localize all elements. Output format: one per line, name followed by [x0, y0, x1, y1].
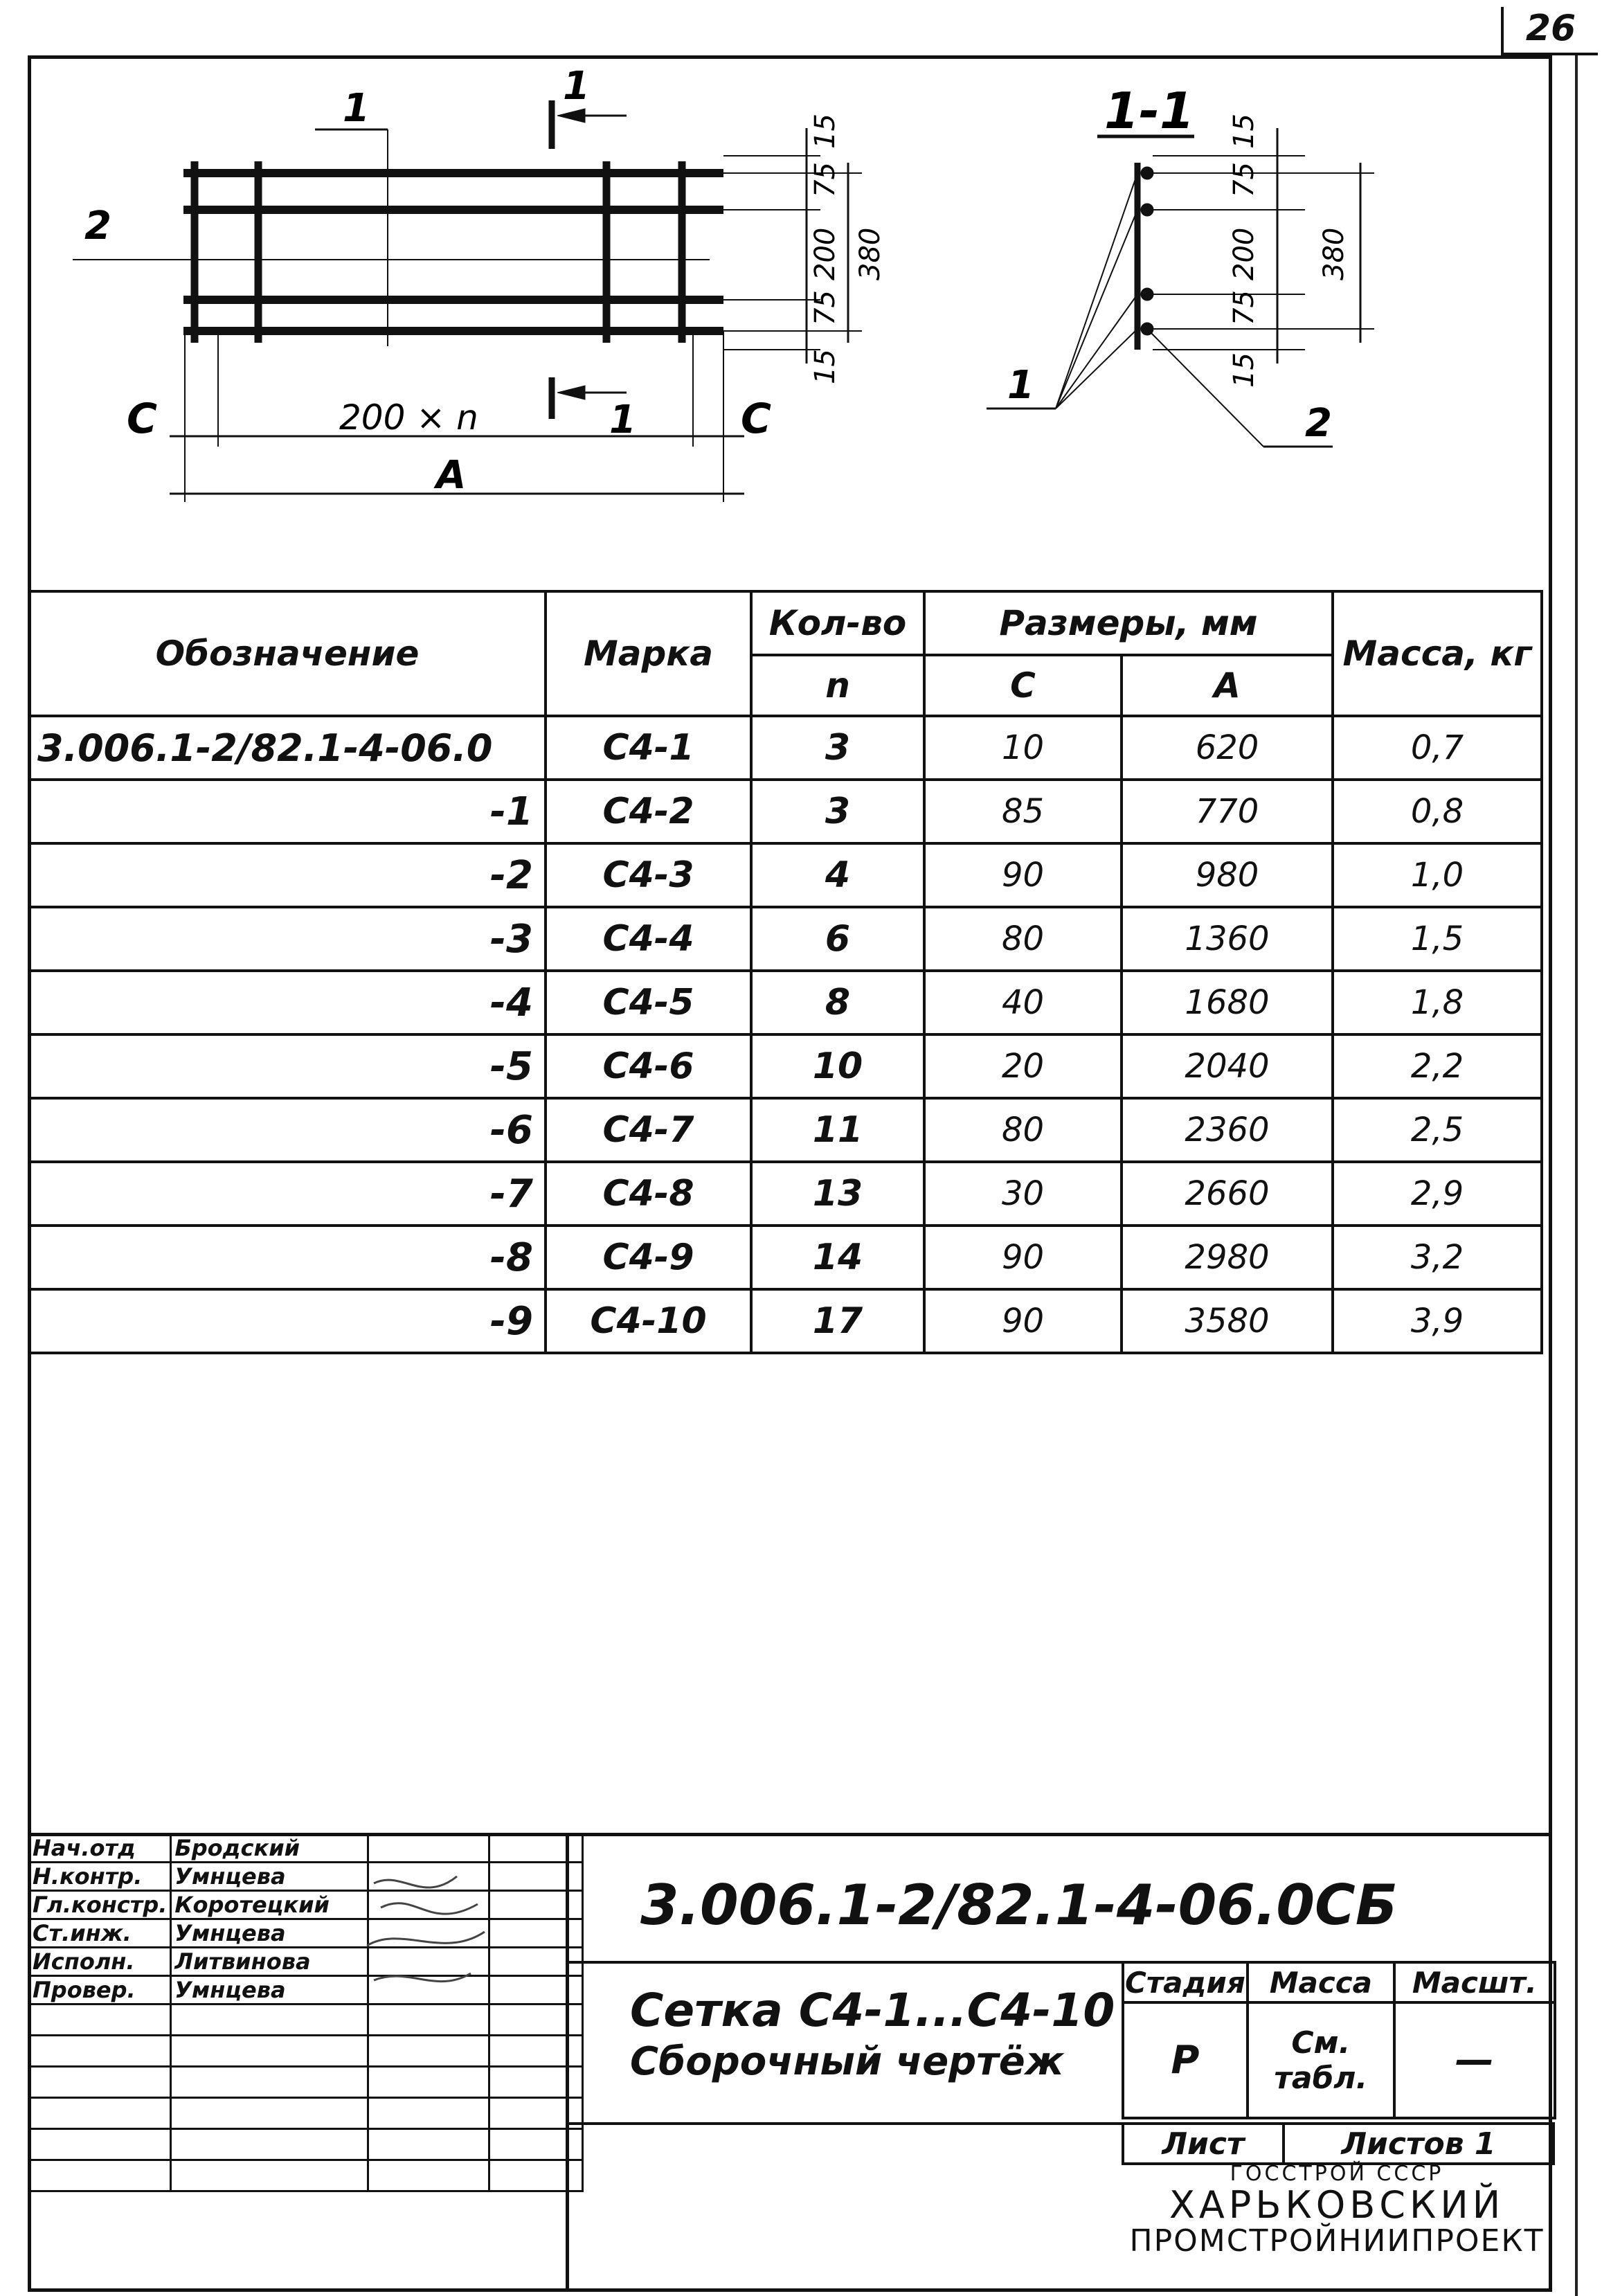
qty-cell: 8 — [751, 971, 924, 1034]
sheet-label: Лист — [1123, 2124, 1284, 2164]
approval-name — [171, 2160, 368, 2191]
title-block-divider — [566, 1833, 569, 2292]
header-mass: Масса, кг — [1333, 591, 1542, 716]
size-c-cell: 20 — [924, 1034, 1122, 1098]
mark-cell: С4-4 — [546, 907, 751, 971]
organization — [1122, 2162, 1552, 2258]
table-row — [29, 907, 1542, 971]
table-row — [29, 843, 1542, 907]
size-c-cell: 90 — [924, 1226, 1122, 1289]
table-row — [29, 716, 1542, 780]
approval-role: Исполн. — [29, 1948, 171, 1976]
mass-cell: 3,9 — [1333, 1289, 1542, 1353]
approval-name: Бродский — [171, 1834, 368, 1863]
approval-role: Нач.отд — [29, 1834, 171, 1863]
sheet-number: 26 — [1501, 7, 1598, 55]
designation-cell: -7 — [29, 1162, 546, 1226]
size-c-cell: 85 — [924, 780, 1122, 843]
mass-cell: 2,9 — [1333, 1162, 1542, 1226]
approval-row — [29, 2004, 583, 2036]
approval-row — [29, 2160, 583, 2191]
table-row — [29, 1162, 1542, 1226]
size-a-cell: 2040 — [1122, 1034, 1333, 1098]
approval-role — [29, 2004, 171, 2036]
mark-cell: С4-2 — [546, 780, 751, 843]
approval-row — [29, 1891, 583, 1919]
size-c-cell: 30 — [924, 1162, 1122, 1226]
qty-cell: 3 — [751, 780, 924, 843]
approval-role: Ст.инж. — [29, 1919, 171, 1948]
header-qty-n: n — [751, 655, 924, 716]
designation-cell: -4 — [29, 971, 546, 1034]
mass-cell: 1,0 — [1333, 843, 1542, 907]
qty-cell: 4 — [751, 843, 924, 907]
approval-name — [171, 2098, 368, 2129]
approval-signature — [368, 2129, 489, 2160]
stage-label: Стадия — [1123, 1962, 1248, 2002]
mark-cell: С4-3 — [546, 843, 751, 907]
approval-signature — [368, 2098, 489, 2129]
approval-row — [29, 2036, 583, 2067]
qty-cell: 3 — [751, 716, 924, 780]
mass-cell: 1,5 — [1333, 907, 1542, 971]
size-a-cell: 1360 — [1122, 907, 1333, 971]
approval-role — [29, 2067, 171, 2098]
plan-span-label: 200 × n — [339, 397, 478, 438]
org-line-3: ПРОМСТРОЙНИИПРОЕКТ — [1129, 2223, 1545, 2259]
sheets-label: Листов 1 — [1284, 2124, 1554, 2164]
plan-dim-1: 15 — [809, 114, 841, 149]
size-a-cell: 2360 — [1122, 1098, 1333, 1162]
table-row — [29, 1098, 1542, 1162]
approval-role — [29, 2160, 171, 2191]
section-view — [987, 128, 1374, 447]
approval-row — [29, 1863, 583, 1891]
size-c-cell: 90 — [924, 1289, 1122, 1353]
approval-role — [29, 2098, 171, 2129]
header-size-c: С — [924, 655, 1122, 716]
drawing-title: Сетка С4-1...С4-10 — [630, 1984, 1115, 2037]
section-total-height: 380 — [1318, 227, 1350, 280]
plan-dim-5: 15 — [809, 349, 841, 384]
section-dim-2: 75 — [1228, 162, 1260, 197]
org-line-2: ХАРЬКОВСКИЙ — [1169, 2183, 1505, 2227]
table-row — [29, 1226, 1542, 1289]
mark-cell: С4-7 — [546, 1098, 751, 1162]
header-mark: Марка — [546, 591, 751, 716]
mark-cell: С4-6 — [546, 1034, 751, 1098]
designation-cell: -8 — [29, 1226, 546, 1289]
qty-cell: 11 — [751, 1098, 924, 1162]
approval-row — [29, 1919, 583, 1948]
plan-end-label-right: C — [741, 395, 772, 443]
sheet-table — [1122, 2122, 1555, 2165]
plan-rod-label-1: 1 — [343, 86, 370, 131]
plan-section-mark-bottom: 1 — [609, 397, 636, 442]
designation-cell: -9 — [29, 1289, 546, 1353]
designation-cell: -6 — [29, 1098, 546, 1162]
stage-value: Р — [1123, 2002, 1248, 2118]
size-a-cell: 620 — [1122, 716, 1333, 780]
table-row — [29, 1289, 1542, 1353]
header-size-a: А — [1122, 655, 1333, 716]
approval-row — [29, 1948, 583, 1976]
size-a-cell: 3580 — [1122, 1289, 1333, 1353]
approval-role: Н.контр. — [29, 1863, 171, 1891]
mesh-drawing — [31, 59, 1554, 585]
drawing-subtitle: Сборочный чертёж — [630, 2039, 1064, 2084]
designation-cell: -1 — [29, 780, 546, 843]
header-designation: Обозначение — [29, 591, 546, 716]
mass-label: Масса — [1248, 1962, 1394, 2002]
size-c-cell: 80 — [924, 1098, 1122, 1162]
section-dim-4: 75 — [1228, 290, 1260, 325]
margin-line — [1575, 55, 1578, 2296]
scale-label: Масшт. — [1394, 1962, 1555, 2002]
plan-rod-label-2: 2 — [84, 204, 111, 249]
section-rod-label-2: 2 — [1305, 401, 1332, 446]
mass-cell: 2,2 — [1333, 1034, 1542, 1098]
section-dim-1: 15 — [1228, 114, 1260, 149]
approval-name — [171, 2036, 368, 2067]
approval-row — [29, 2067, 583, 2098]
approval-signature — [368, 2160, 489, 2191]
approval-row — [29, 2098, 583, 2129]
mark-cell: С4-5 — [546, 971, 751, 1034]
approval-name — [171, 2129, 368, 2160]
mass-cell: 2,5 — [1333, 1098, 1542, 1162]
scale-value: — — [1394, 2002, 1555, 2118]
table-row — [29, 971, 1542, 1034]
approval-name: Литвинова — [171, 1948, 368, 1976]
plan-dim-3: 200 — [809, 227, 841, 280]
org-line-1: ГОССТРОЙ СССР — [1230, 2162, 1444, 2186]
approval-name: Умнцева — [171, 1919, 368, 1948]
size-a-cell: 1680 — [1122, 971, 1333, 1034]
header-sizes: Размеры, мм — [924, 591, 1333, 655]
qty-cell: 6 — [751, 907, 924, 971]
mass-value: См. табл. — [1248, 2002, 1394, 2118]
qty-cell: 14 — [751, 1226, 924, 1289]
designation-cell: -3 — [29, 907, 546, 971]
mass-cell: 0,8 — [1333, 780, 1542, 843]
plan-overall-label: A — [436, 453, 467, 498]
designation-cell: 3.006.1-2/82.1-4-06.0 — [29, 716, 546, 780]
header-qty: Кол-во — [751, 591, 924, 655]
designation-cell: -2 — [29, 843, 546, 907]
plan-dim-4: 75 — [809, 290, 841, 325]
designation-cell: -5 — [29, 1034, 546, 1098]
qty-cell: 13 — [751, 1162, 924, 1226]
plan-end-label-left: C — [127, 395, 158, 443]
approval-role — [29, 2036, 171, 2067]
document-code: 3.006.1-2/82.1-4-06.0СБ — [640, 1873, 1398, 1937]
approval-role — [29, 2129, 171, 2160]
approval-name: Умнцева — [171, 1976, 368, 2004]
size-c-cell: 80 — [924, 907, 1122, 971]
plan-section-mark-top: 1 — [563, 64, 590, 109]
approval-name: Умнцева — [171, 1863, 368, 1891]
section-rod-label-1: 1 — [1007, 363, 1034, 408]
stage-table — [1122, 1961, 1556, 2119]
approval-role: Гл.констр. — [29, 1891, 171, 1919]
spec-table — [28, 590, 1543, 1818]
qty-cell: 17 — [751, 1289, 924, 1353]
plan-dim-2: 75 — [809, 162, 841, 197]
approval-signature — [368, 2036, 489, 2067]
mark-cell: С4-10 — [546, 1289, 751, 1353]
size-c-cell: 40 — [924, 971, 1122, 1034]
section-dim-5: 15 — [1228, 352, 1260, 388]
approval-table — [28, 1833, 584, 2192]
size-a-cell: 2660 — [1122, 1162, 1333, 1226]
signatures — [360, 1842, 498, 2008]
approval-name — [171, 2067, 368, 2098]
table-empty-area — [29, 1353, 1542, 1818]
size-c-cell: 90 — [924, 843, 1122, 907]
mass-cell: 0,7 — [1333, 716, 1542, 780]
approval-role: Провер. — [29, 1976, 171, 2004]
mass-cell: 1,8 — [1333, 971, 1542, 1034]
mark-cell: С4-1 — [546, 716, 751, 780]
plan-total-height: 380 — [854, 227, 886, 280]
approval-name: Коротецкий — [171, 1891, 368, 1919]
mark-cell: С4-9 — [546, 1226, 751, 1289]
approval-signature — [368, 2004, 489, 2036]
approval-row — [29, 2129, 583, 2160]
mass-cell: 3,2 — [1333, 1226, 1542, 1289]
approval-signature — [368, 2067, 489, 2098]
size-a-cell: 980 — [1122, 843, 1333, 907]
size-c-cell: 10 — [924, 716, 1122, 780]
size-a-cell: 2980 — [1122, 1226, 1333, 1289]
approval-row — [29, 1976, 583, 2004]
table-row — [29, 1034, 1542, 1098]
mark-cell: С4-8 — [546, 1162, 751, 1226]
table-row — [29, 780, 1542, 843]
section-title: 1-1 — [1104, 82, 1195, 140]
section-dim-3: 200 — [1228, 227, 1260, 280]
size-a-cell: 770 — [1122, 780, 1333, 843]
approval-name — [171, 2004, 368, 2036]
approval-row — [29, 1834, 583, 1863]
qty-cell: 10 — [751, 1034, 924, 1098]
